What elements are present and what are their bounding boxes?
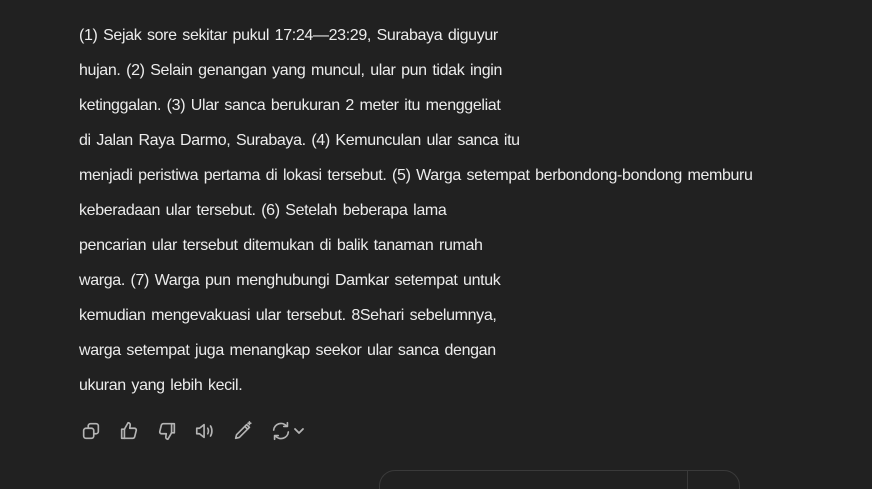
message-line: di Jalan Raya Darmo, Surabaya. (4) Kemunculan ular sanca itu: [79, 132, 520, 149]
message-line: warga. (7) Warga pun menghubungi Damkar setempat untuk: [79, 272, 501, 289]
thumbs-down-icon: [156, 420, 178, 442]
regenerate-button[interactable]: [268, 418, 308, 444]
thumbs-down-button[interactable]: [154, 418, 180, 444]
read-aloud-icon: [193, 420, 217, 442]
composer-box[interactable]: [379, 470, 740, 489]
chevron-down-icon: [292, 424, 306, 438]
message-actions: [78, 418, 308, 444]
message-line: kemudian mengevakuasi ular tersebut. 8Sehari sebelumnya,: [79, 307, 497, 324]
edit-icon: [232, 420, 254, 442]
thumbs-up-button[interactable]: [116, 418, 142, 444]
message-line: warga setempat juga menangkap seekor ular sanca dengan: [79, 342, 496, 359]
message-line: ukuran yang lebih kecil.: [79, 377, 243, 394]
message-line: ketinggalan. (3) Ular sanca berukuran 2 meter itu menggeliat: [79, 97, 501, 114]
copy-icon: [80, 420, 102, 442]
edit-button[interactable]: [230, 418, 256, 444]
assistant-message: [79, 18, 839, 403]
message-line: pencarian ular tersebut ditemukan di balik tanaman rumah: [79, 237, 483, 254]
message-line: menjadi peristiwa pertama di lokasi tersebut. (5) Warga setempat berbondong-bondong memburu: [79, 167, 753, 184]
message-line: keberadaan ular tersebut. (6) Setelah beberapa lama: [79, 202, 447, 219]
thumbs-up-icon: [118, 420, 140, 442]
composer-divider: [687, 471, 688, 489]
copy-button[interactable]: [78, 418, 104, 444]
message-line: hujan. (2) Selain genangan yang muncul, ular pun tidak ingin: [79, 62, 503, 79]
regenerate-icon: [270, 420, 292, 442]
read-aloud-button[interactable]: [192, 418, 218, 444]
message-line: (1) Sejak sore sekitar pukul 17:24—23:29, Surabaya diguyur: [79, 27, 498, 44]
